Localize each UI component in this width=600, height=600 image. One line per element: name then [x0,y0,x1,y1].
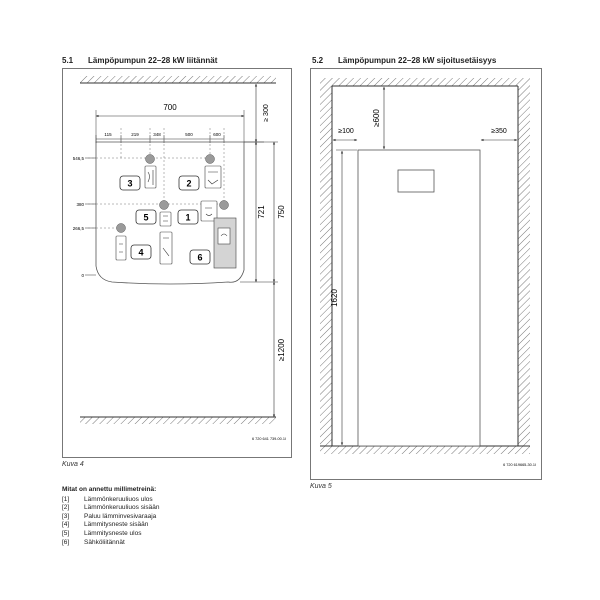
component-4-symbol [116,236,126,260]
figure2-right-wall-hatch [518,86,530,446]
pipe-connection-1 [220,201,229,210]
pipe-connection-2 [206,155,215,164]
level-label-546-5: 546,5 [72,156,84,161]
legend-item: [4] Lämmitysneste sisään [62,521,149,529]
figure2-section-number: 5.2 [312,56,324,65]
dim-top-clearance-label: ≥ 300 [263,104,270,122]
level-label-380: 380 [76,202,84,207]
callout-1 [178,210,198,224]
dim-cabinet-height-label: 1620 [330,289,339,307]
dim-height-750-label: 750 [277,205,286,219]
pipe-connection-3 [146,155,155,164]
callout-4 [131,245,151,259]
heat-pump-display [398,170,434,192]
svg-text:1: 1 [185,212,191,223]
dim-height-721-label: 721 [257,205,266,219]
component-center-symbol [160,232,172,264]
callout-3 [120,176,140,190]
dim-right-clearance-label: ≥350 [491,128,507,135]
dim-ceiling-clearance-label: ≥600 [372,109,381,127]
level-ticks [85,158,96,275]
svg-text:6: 6 [197,252,203,263]
figure2-drawing-code: 6 720 619665-30.1I [503,463,536,467]
dim-segment-219: 219 [131,132,139,137]
dim-segment-348: 348 [153,132,161,137]
dim-left-clearance-label: ≥100 [338,128,354,135]
pipe-connection-4 [117,224,126,233]
legend-item: [1] Lämmönkeruuliuos ulos [62,495,153,503]
figure1-drawing-code: 6 720 641 739-00.1I [252,437,286,441]
legend [62,486,160,547]
svg-text:3: 3 [127,178,133,189]
dim-front-clearance-label: ≥1200 [277,338,286,362]
dim-width-label: 700 [163,103,177,112]
dim-segment-600: 600 [213,132,221,137]
level-label-266-5: 266,5 [72,226,84,231]
component-5-symbol [160,212,171,226]
figure1-floor-hatch [80,417,276,424]
figure2-ceiling-hatch [320,78,530,86]
level-label-0: 0 [81,273,84,278]
svg-text:2: 2 [186,178,192,189]
figure2-drawing [320,78,536,467]
heat-pump-cabinet [358,150,480,446]
dim-segment-115: 115 [104,132,112,137]
svg-text:4: 4 [138,247,144,258]
figure1-title: Lämpöpumpun 22–28 kW liitännät [88,56,218,65]
legend-item: [6] Sähköliitännät [62,538,125,546]
callout-2 [179,176,199,190]
figure1-drawing [73,76,286,441]
legend-item: [2] Lämmönkeruuliuos sisään [62,504,160,512]
callout-6 [190,250,210,264]
figure2-left-wall-hatch [320,86,332,446]
figure1-section-number: 5.1 [62,56,74,65]
legend-item: [5] Lämmitysneste ulos [62,529,142,537]
figure2-caption: Kuva 5 [310,483,332,490]
svg-text:5: 5 [143,212,149,223]
component-2-symbol [205,166,221,188]
dim-segment-500: 500 [185,132,193,137]
component-3-symbol [145,166,156,188]
electrical-box-inner [218,228,230,244]
figure1-wall-hatch [80,76,276,83]
legend-title: Mitat on annettu millimetreinä: [62,486,157,493]
figure2-floor-hatch [320,446,530,454]
figure1-caption: Kuva 4 [62,461,84,468]
legend-item: [3] Paluu lämminvesivaraaja [62,512,157,520]
callout-5 [136,210,156,224]
figure2-title: Lämpöpumpun 22–28 kW sijoitusetäisyys [338,56,497,65]
pipe-connection-5 [160,201,169,210]
